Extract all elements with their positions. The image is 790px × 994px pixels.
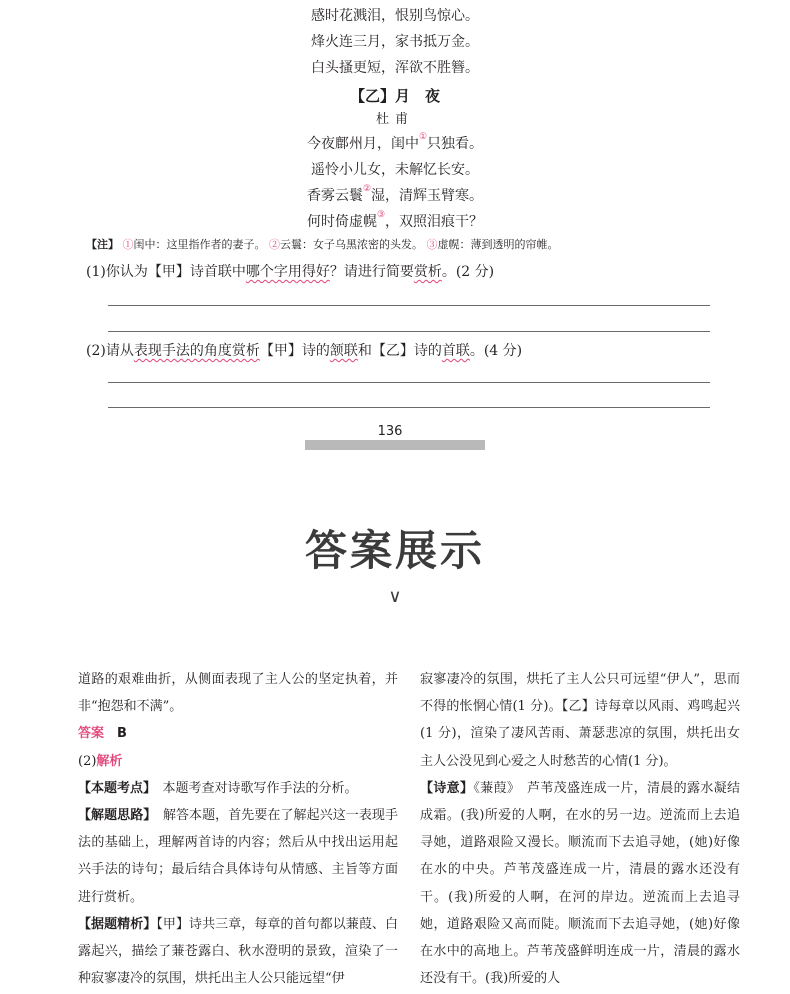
page-number: 136	[377, 424, 403, 439]
answer-line-b	[78, 720, 398, 747]
poem-author: 杜甫	[375, 112, 414, 127]
question-text: ？请进行简要	[329, 264, 414, 280]
poem-text: ，双照泪痕干？	[385, 214, 484, 230]
question-text: 【甲】诗的	[259, 343, 330, 359]
section-tag: 【据题精析】	[78, 916, 157, 932]
section-title: 答案展示	[304, 526, 485, 575]
question-2	[86, 340, 522, 360]
key-phrase: 表现手法的角度赏析	[133, 343, 260, 359]
chevron-down-icon[interactable]: ∨	[388, 586, 402, 607]
key-phrase: 赏析	[413, 264, 442, 280]
paragraph: 寂寥凄冷的氛围，烘托了主人公只可远望“伊人”，思而不得的怅惘心情(1 分)。【乙】诗每章以风雨、鸡鸣起兴(1 分)，渲染了凄风苦雨、萧瑟悲凉的氛围，烘托出女主人公没见到心爱之人时愁苦的心情(1 分)。	[420, 672, 740, 769]
paragraph-text: 【甲】诗共三章，每章的首句都以蒹葭、白露起兴，描绘了蒹苍露白、秋水澄明的景致，渲染了一种寂寥凄冷的氛围，烘托出主人公只能远望“伊	[78, 916, 398, 987]
answer-line[interactable]	[108, 305, 710, 306]
poem-line: 白头搔更短，浑欲不胜簪。	[311, 60, 479, 76]
section-tag: 【诗意】	[420, 780, 474, 796]
poem-line: 感时花溅泪，恨别鸟惊心。	[311, 8, 479, 24]
poem-text: 只独看。	[427, 136, 484, 152]
answer-label: 答案	[78, 726, 105, 742]
answer-line[interactable]	[108, 407, 710, 408]
question-1	[86, 261, 494, 281]
poem-line: 遥怜小儿女，未解忆长安。	[311, 162, 479, 178]
poem-title: 【乙】月 夜	[349, 87, 440, 105]
analysis-heading	[78, 748, 398, 775]
item-number: (2)	[78, 753, 97, 769]
poem-yi	[0, 81, 790, 235]
note-marker: ②	[269, 238, 280, 251]
poem-line	[0, 131, 790, 157]
annotations	[86, 236, 559, 252]
note-marker: ②	[362, 184, 372, 194]
poem-line	[0, 183, 790, 209]
poem-line: 烽火连三月，家书抵万金。	[311, 34, 479, 50]
paragraph	[420, 775, 740, 993]
notes-label: 【注】	[86, 238, 119, 251]
poem-text: 何时倚虚幌	[306, 214, 377, 230]
poem-jia-tail	[0, 3, 790, 81]
paragraph-text: 本题考查对诗歌写作手法的分析。	[162, 780, 358, 796]
question-text: 和【乙】诗的	[357, 343, 442, 359]
note-marker: ①	[122, 238, 134, 251]
answer-column-right	[420, 666, 740, 992]
answer-line[interactable]	[108, 382, 710, 383]
section-tag: 【本题考点】	[78, 780, 150, 796]
note-marker: ③	[376, 210, 386, 220]
key-phrase: 哪个字用得好	[245, 264, 330, 280]
paragraph	[78, 911, 398, 993]
answer-value: B	[117, 726, 127, 742]
note-text: 云鬟：女子乌黑浓密的头发。	[280, 238, 423, 251]
key-phrase: 首联	[441, 343, 470, 359]
note-text: 闺中：这里指作者的妻子。	[133, 238, 266, 251]
poem-text: 香雾云鬟	[306, 188, 363, 204]
note-text: 虚幌：薄到透明的帘帷。	[437, 238, 559, 251]
paragraph: 道路的艰难曲折，从侧面表现了主人公的坚定执着，并非“抱怨和不满”。	[78, 672, 398, 715]
page-number-bar	[305, 440, 485, 450]
paragraph-text: 解答本题，首先要在了解起兴这一表现手法的基础上，理解两首诗的内容；然后从中找出运用起兴手法的诗句；最后结合具体诗句从情感、主旨等方面进行赏析。	[78, 808, 398, 905]
paragraph	[78, 802, 398, 911]
note-marker: ①	[418, 132, 428, 142]
question-text: 。(2 分)	[441, 264, 495, 280]
analysis-label: 解析	[96, 753, 123, 769]
answer-column-left	[78, 666, 398, 992]
question-text: (2)请从	[86, 343, 134, 359]
question-text: (1)你认为【甲】诗首联中	[86, 264, 246, 280]
note-marker: ③	[426, 238, 438, 251]
question-text: 。(4 分)	[469, 343, 523, 359]
poem-text: 今夜鄜州月，闺中	[306, 136, 419, 152]
paragraph	[78, 775, 398, 802]
answer-line[interactable]	[108, 331, 710, 332]
paragraph-text: 《蒹葭》 芦苇茂盛连成一片，清晨的露水凝结成霜。(我)所爱的人啊，在水的另一边。逆流而上去追寻她，道路艰险又漫长。顺流而下去追寻她，(她)好像在水的中央。芦苇茂盛连成一片，清晨的露水还没有干。(我)所爱的人啊，在河的岸边。逆流而上去追寻她，道路艰险又高而陡。顺流而下去追寻她，(她)好像在水中的高地上。芦苇茂盛鲜明连成一片，清晨的露水还没有干。(我)所爱的人	[420, 780, 740, 987]
section-tag: 【解题思路】	[78, 808, 150, 824]
poem-text: 湿，清辉玉臂寒。	[371, 188, 484, 204]
key-phrase: 颔联	[329, 343, 358, 359]
poem-line	[0, 209, 790, 235]
